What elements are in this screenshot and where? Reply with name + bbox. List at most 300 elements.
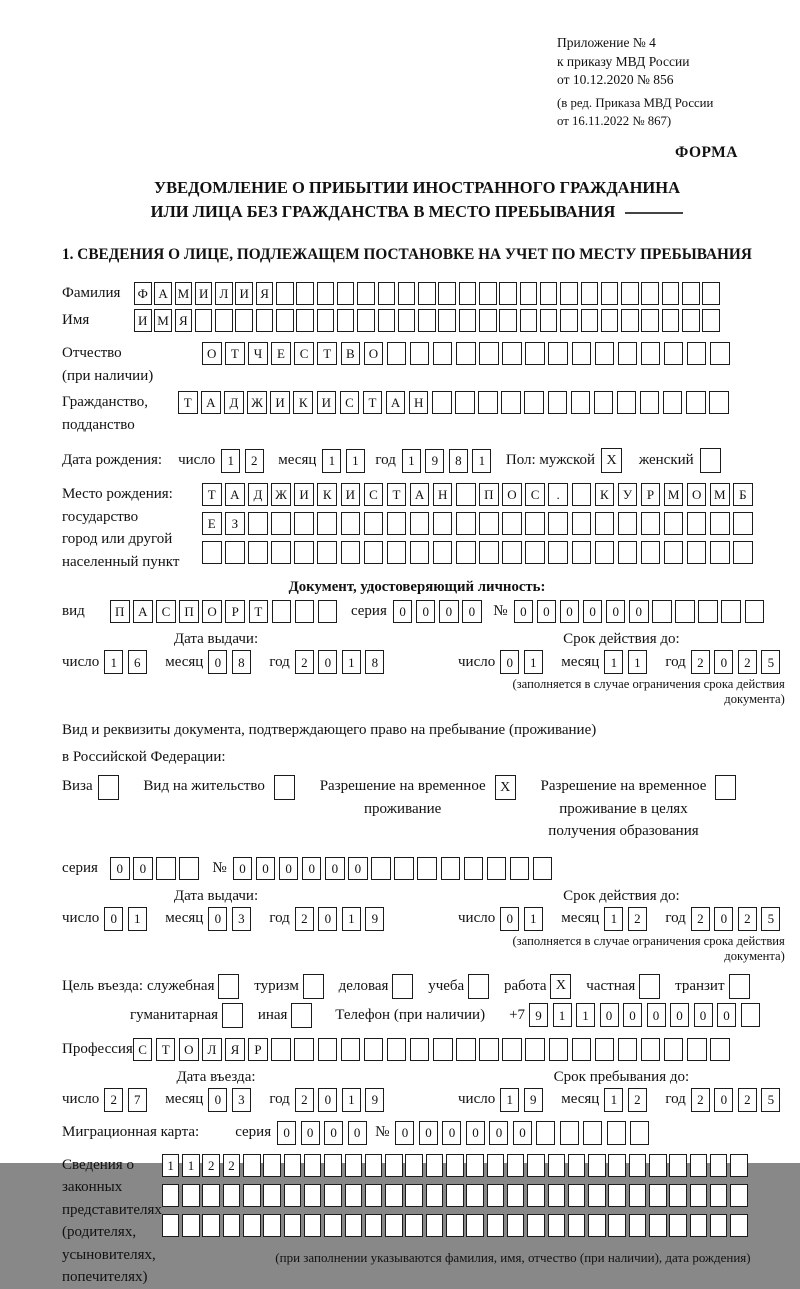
issue-year-cells <box>295 650 389 674</box>
char-cell: 2 <box>295 907 314 931</box>
char-cell <box>594 391 614 414</box>
char-cell <box>675 600 695 623</box>
char-cell: М <box>154 309 172 332</box>
char-cell <box>263 1214 281 1237</box>
char-cell: 0 <box>393 600 413 623</box>
char-cell: У <box>618 483 638 506</box>
char-cell <box>664 512 684 535</box>
char-cell: Д <box>248 483 268 506</box>
char-cell: X <box>550 974 571 999</box>
valid-day-cells <box>500 907 547 931</box>
identity-doc-series-label: серия <box>350 603 387 620</box>
char-cell: С <box>340 391 360 414</box>
char-cell <box>510 857 530 880</box>
char-cell: 1 <box>342 650 361 674</box>
char-cell: 0 <box>694 1003 713 1027</box>
char-cell: О <box>502 483 522 506</box>
char-cell: И <box>195 282 213 305</box>
char-cell <box>572 342 592 365</box>
char-cell: 0 <box>514 600 534 623</box>
char-cell <box>560 282 578 305</box>
char-cell: 0 <box>419 1121 438 1145</box>
purpose-business-checkbox <box>392 974 416 999</box>
char-cell <box>378 282 396 305</box>
char-cell: 1 <box>524 650 543 674</box>
month-label: месяц <box>165 653 204 670</box>
purpose-business-label: деловая <box>338 977 389 994</box>
char-cell <box>687 1038 707 1061</box>
char-cell <box>527 1184 545 1207</box>
char-cell <box>502 342 522 365</box>
char-cell <box>365 1184 383 1207</box>
char-cell <box>652 600 672 623</box>
char-cell <box>690 1184 708 1207</box>
char-cell: П <box>110 600 130 623</box>
identity-doc-number-label: № <box>493 603 508 620</box>
char-cell <box>721 600 741 623</box>
char-cell <box>459 282 477 305</box>
char-cell: 5 <box>761 1088 780 1112</box>
char-cell <box>641 309 659 332</box>
char-cell <box>479 1038 499 1061</box>
residence-doc-options <box>62 775 772 843</box>
residence-doc-intro-line1: Вид и реквизиты документа, подтверждающего право на пребывание (проживание) <box>62 722 597 739</box>
char-cell <box>398 309 416 332</box>
char-cell <box>222 1003 243 1028</box>
char-cell <box>479 342 499 365</box>
char-cell: Т <box>387 483 407 506</box>
char-cell <box>571 391 591 414</box>
char-cell: 5 <box>761 907 780 931</box>
valid-until-heading: Срок действия до: <box>563 887 680 904</box>
char-cell: 2 <box>202 1154 220 1177</box>
sex-male-checkbox <box>601 448 625 473</box>
char-cell: Т <box>156 1038 176 1061</box>
char-cell: 1 <box>221 449 240 473</box>
char-cell <box>410 512 430 535</box>
char-cell <box>682 282 700 305</box>
birth-day-cells <box>221 449 268 473</box>
char-cell: 0 <box>583 600 603 623</box>
edu-permit-label: Разрешение на временное проживание в целях получения образования <box>540 778 707 840</box>
char-cell: 1 <box>553 1003 572 1027</box>
char-cell <box>687 512 707 535</box>
name-cells <box>134 309 723 332</box>
char-cell <box>243 1154 261 1177</box>
char-cell: 0 <box>110 857 130 880</box>
issue-date-heading: Дата выдачи: <box>173 887 259 904</box>
char-cell <box>387 342 407 365</box>
char-cell <box>410 342 430 365</box>
residence-permit-option <box>143 775 297 800</box>
char-cell: С <box>156 600 176 623</box>
char-cell <box>318 1038 338 1061</box>
char-cell <box>284 1214 302 1237</box>
char-cell <box>433 541 453 564</box>
purpose-official-checkbox <box>218 974 242 999</box>
char-cell <box>560 309 578 332</box>
char-cell <box>235 309 253 332</box>
char-cell: 3 <box>232 907 251 931</box>
char-cell <box>520 282 538 305</box>
char-cell <box>641 512 661 535</box>
char-cell: . <box>548 483 568 506</box>
char-cell: 0 <box>629 600 649 623</box>
char-cell: 2 <box>738 907 757 931</box>
identity-doc-series-cells <box>393 600 485 623</box>
char-cell <box>618 1038 638 1061</box>
char-cell: 0 <box>208 1088 227 1112</box>
char-cell: 8 <box>449 449 468 473</box>
char-cell: 0 <box>325 857 345 880</box>
visa-checkbox <box>98 775 122 800</box>
char-cell <box>608 1184 626 1207</box>
char-cell <box>487 1154 505 1177</box>
char-cell <box>394 857 414 880</box>
char-cell <box>548 391 568 414</box>
char-cell <box>341 512 361 535</box>
year-label: год <box>269 910 290 927</box>
char-cell <box>669 1214 687 1237</box>
char-cell: Л <box>202 1038 222 1061</box>
day-label: число <box>458 1091 496 1108</box>
entry-month-cells <box>208 1088 255 1112</box>
char-cell <box>438 282 456 305</box>
char-cell <box>364 541 384 564</box>
char-cell <box>595 512 615 535</box>
year-label: год <box>665 910 686 927</box>
char-cell <box>456 541 476 564</box>
char-cell: 1 <box>342 1088 361 1112</box>
char-cell <box>548 541 568 564</box>
char-cell: 0 <box>600 1003 619 1027</box>
char-cell <box>729 974 750 999</box>
char-cell <box>710 541 730 564</box>
char-cell: 8 <box>365 650 384 674</box>
edu-permit-checkbox <box>715 775 739 800</box>
char-cell <box>426 1214 444 1237</box>
char-cell: 0 <box>208 650 227 674</box>
char-cell <box>341 1038 361 1061</box>
char-cell <box>385 1154 403 1177</box>
char-cell: 0 <box>233 857 253 880</box>
entry-date <box>62 1069 458 1112</box>
char-cell <box>621 282 639 305</box>
char-cell <box>568 1154 586 1177</box>
char-cell: 1 <box>346 449 365 473</box>
char-cell <box>341 541 361 564</box>
char-cell: М <box>175 282 193 305</box>
migration-card-series-cells <box>277 1121 371 1145</box>
char-cell: 2 <box>738 1088 757 1112</box>
name-label: Имя <box>62 312 90 329</box>
residence-doc-validity <box>458 888 785 964</box>
char-cell: С <box>525 483 545 506</box>
char-cell: К <box>293 391 313 414</box>
char-cell <box>595 342 615 365</box>
char-cell: И <box>134 309 152 332</box>
form-title-line2: ИЛИ ЛИЦА БЕЗ ГРАЖДАНСТВА В МЕСТО ПРЕБЫВАНИЯ <box>62 200 772 224</box>
purpose-tourism-checkbox <box>303 974 327 999</box>
char-cell <box>405 1154 423 1177</box>
char-cell <box>296 309 314 332</box>
char-cell <box>337 282 355 305</box>
char-cell: 2 <box>691 650 710 674</box>
char-cell <box>438 309 456 332</box>
char-cell: 5 <box>761 650 780 674</box>
representatives-label: Сведения о законных представителях (родителях, усыновителях, попечителях) <box>62 1156 162 1286</box>
char-cell <box>418 282 436 305</box>
residence-doc-series-row <box>62 857 772 880</box>
char-cell <box>225 541 245 564</box>
char-cell <box>499 309 517 332</box>
char-cell <box>218 974 239 999</box>
day-label: число <box>62 1091 100 1108</box>
char-cell <box>418 309 436 332</box>
char-cell: 8 <box>232 650 251 674</box>
month-label: месяц <box>165 1091 204 1108</box>
char-cell <box>398 282 416 305</box>
char-cell: 1 <box>576 1003 595 1027</box>
char-cell: В <box>341 342 361 365</box>
char-cell <box>639 974 660 999</box>
char-cell: 1 <box>162 1154 180 1177</box>
patronymic-row <box>62 342 772 387</box>
char-cell <box>296 282 314 305</box>
char-cell: П <box>179 600 199 623</box>
char-cell <box>345 1184 363 1207</box>
char-cell <box>365 1154 383 1177</box>
char-cell <box>710 1184 728 1207</box>
char-cell: 0 <box>500 907 519 931</box>
char-cell <box>317 512 337 535</box>
char-cell: Р <box>641 483 661 506</box>
char-cell <box>588 1214 606 1237</box>
amendment-line: от 16.11.2022 № 867) <box>557 113 672 128</box>
char-cell <box>243 1214 261 1237</box>
char-cell <box>618 512 638 535</box>
char-cell: И <box>341 483 361 506</box>
char-cell <box>487 1214 505 1237</box>
char-cell: 0 <box>301 1121 320 1145</box>
identity-doc-heading: Документ, удостоверяющий личность: <box>288 579 546 596</box>
char-cell: И <box>235 282 253 305</box>
char-cell <box>456 483 476 506</box>
char-cell <box>664 342 684 365</box>
char-cell: 0 <box>416 600 436 623</box>
month-label: месяц <box>165 910 204 927</box>
char-cell: 0 <box>279 857 299 880</box>
amendment-line: (в ред. Приказа МВД России <box>557 95 714 110</box>
char-cell <box>487 857 507 880</box>
char-cell <box>479 541 499 564</box>
char-cell <box>548 342 568 365</box>
entry-dates <box>62 1068 775 1112</box>
phone-cells <box>529 1003 764 1027</box>
char-cell <box>487 1184 505 1207</box>
char-cell <box>410 1038 430 1061</box>
char-cell <box>608 1214 626 1237</box>
stay-until <box>458 1069 785 1112</box>
char-cell <box>456 342 476 365</box>
char-cell <box>641 1038 661 1061</box>
char-cell <box>641 282 659 305</box>
char-cell <box>304 1154 322 1177</box>
residence-doc-intro <box>62 717 772 771</box>
month-label: месяц <box>561 910 600 927</box>
valid-day-cells <box>500 650 547 674</box>
char-cell: 2 <box>295 1088 314 1112</box>
char-cell: 2 <box>628 1088 647 1112</box>
char-cell <box>686 391 706 414</box>
char-cell <box>702 309 720 332</box>
valid-until-heading: Срок действия до: <box>563 631 680 648</box>
identity-doc-number-cells <box>514 600 768 623</box>
char-cell <box>621 309 639 332</box>
migration-card-series-label: серия <box>235 1124 272 1141</box>
char-cell <box>525 512 545 535</box>
char-cell <box>364 1038 384 1061</box>
representatives-rows <box>162 1154 772 1266</box>
char-cell: А <box>201 391 221 414</box>
migration-card-number-cells <box>395 1121 654 1145</box>
birth-place-row1-cells <box>202 483 756 506</box>
char-cell <box>410 541 430 564</box>
char-cell: Ж <box>247 391 267 414</box>
day-label: число <box>62 910 100 927</box>
char-cell <box>271 541 291 564</box>
issue-day-cells <box>104 907 151 931</box>
purpose-transit-checkbox <box>729 974 753 999</box>
residence-permit-checkbox <box>274 775 298 800</box>
validity-note: (заполняется в случае ограничения срока действия документа) <box>512 933 785 963</box>
char-cell <box>629 1214 647 1237</box>
birth-place-rows <box>202 483 772 569</box>
char-cell: А <box>225 483 245 506</box>
char-cell <box>710 1154 728 1177</box>
char-cell <box>271 1038 291 1061</box>
char-cell: 0 <box>560 600 580 623</box>
char-cell: 0 <box>489 1121 508 1145</box>
char-cell <box>446 1184 464 1207</box>
char-cell <box>98 775 119 800</box>
char-cell: 2 <box>104 1088 123 1112</box>
char-cell <box>182 1214 200 1237</box>
char-cell: 0 <box>466 1121 485 1145</box>
char-cell: 2 <box>223 1154 241 1177</box>
char-cell <box>433 342 453 365</box>
char-cell <box>433 1038 453 1061</box>
char-cell <box>248 541 268 564</box>
year-label: год <box>269 1091 290 1108</box>
char-cell: И <box>317 391 337 414</box>
char-cell <box>507 1154 525 1177</box>
char-cell <box>294 1038 314 1061</box>
char-cell <box>730 1184 748 1207</box>
char-cell: О <box>202 342 222 365</box>
char-cell: 2 <box>628 907 647 931</box>
visit-purpose-label: Цель въезда: <box>62 977 143 994</box>
char-cell <box>540 309 558 332</box>
char-cell: О <box>687 483 707 506</box>
char-cell: 0 <box>348 1121 367 1145</box>
char-cell <box>548 1214 566 1237</box>
char-cell <box>223 1184 241 1207</box>
char-cell <box>479 309 497 332</box>
char-cell <box>588 1154 606 1177</box>
char-cell <box>464 857 484 880</box>
char-cell: 1 <box>104 650 123 674</box>
char-cell <box>662 282 680 305</box>
purpose-work-label: работа <box>503 977 547 994</box>
valid-month-cells <box>604 907 651 931</box>
char-cell: Ж <box>271 483 291 506</box>
entry-year-cells <box>295 1088 389 1112</box>
visit-purpose-row2 <box>130 1003 772 1028</box>
char-cell: 0 <box>462 600 482 623</box>
identity-doc-type-cells <box>110 600 341 623</box>
char-cell: 9 <box>524 1088 543 1112</box>
char-cell <box>549 1038 569 1061</box>
char-cell <box>179 857 199 880</box>
char-cell <box>243 1184 261 1207</box>
char-cell <box>433 512 453 535</box>
char-cell <box>202 1184 220 1207</box>
char-cell: А <box>410 483 430 506</box>
appendix-line: к приказу МВД России <box>557 53 690 69</box>
char-cell <box>466 1184 484 1207</box>
char-cell <box>263 1184 281 1207</box>
char-cell <box>263 1154 281 1177</box>
char-cell: 9 <box>425 449 444 473</box>
char-cell <box>649 1214 667 1237</box>
char-cell <box>520 309 538 332</box>
char-cell <box>690 1214 708 1237</box>
representatives-block <box>62 1154 772 1289</box>
char-cell: 2 <box>691 907 710 931</box>
patronymic-label: Отчество (при наличии) <box>62 345 154 384</box>
temp-permit-checkbox <box>495 775 519 800</box>
char-cell <box>405 1214 423 1237</box>
birth-place-row3-cells <box>202 541 756 564</box>
visit-purpose-row <box>62 974 772 999</box>
char-cell <box>502 1038 522 1061</box>
char-cell: 0 <box>133 857 153 880</box>
char-cell <box>730 1154 748 1177</box>
representatives-row1-cells <box>162 1154 751 1177</box>
char-cell <box>284 1184 302 1207</box>
name-row <box>62 309 772 332</box>
char-cell <box>601 309 619 332</box>
char-cell <box>468 974 489 999</box>
representatives-note: (при заполнении указываются фамилия, имя, отчество (при наличии), дата рождения) <box>275 1249 751 1265</box>
char-cell <box>272 600 292 623</box>
temp-permit-label: Разрешение на временное проживание <box>319 778 486 817</box>
migration-card-number-label: № <box>375 1124 390 1141</box>
profession-row <box>62 1038 772 1061</box>
day-label: число <box>62 653 100 670</box>
char-cell: А <box>386 391 406 414</box>
appendix-line: от 10.12.2020 № 856 <box>557 72 674 88</box>
char-cell <box>274 775 295 800</box>
char-cell: 0 <box>324 1121 343 1145</box>
temp-permit-option <box>320 775 519 820</box>
char-cell <box>387 1038 407 1061</box>
purpose-transit-label: транзит <box>675 977 725 994</box>
char-cell: Т <box>178 391 198 414</box>
char-cell <box>687 541 707 564</box>
char-cell: 1 <box>604 907 623 931</box>
